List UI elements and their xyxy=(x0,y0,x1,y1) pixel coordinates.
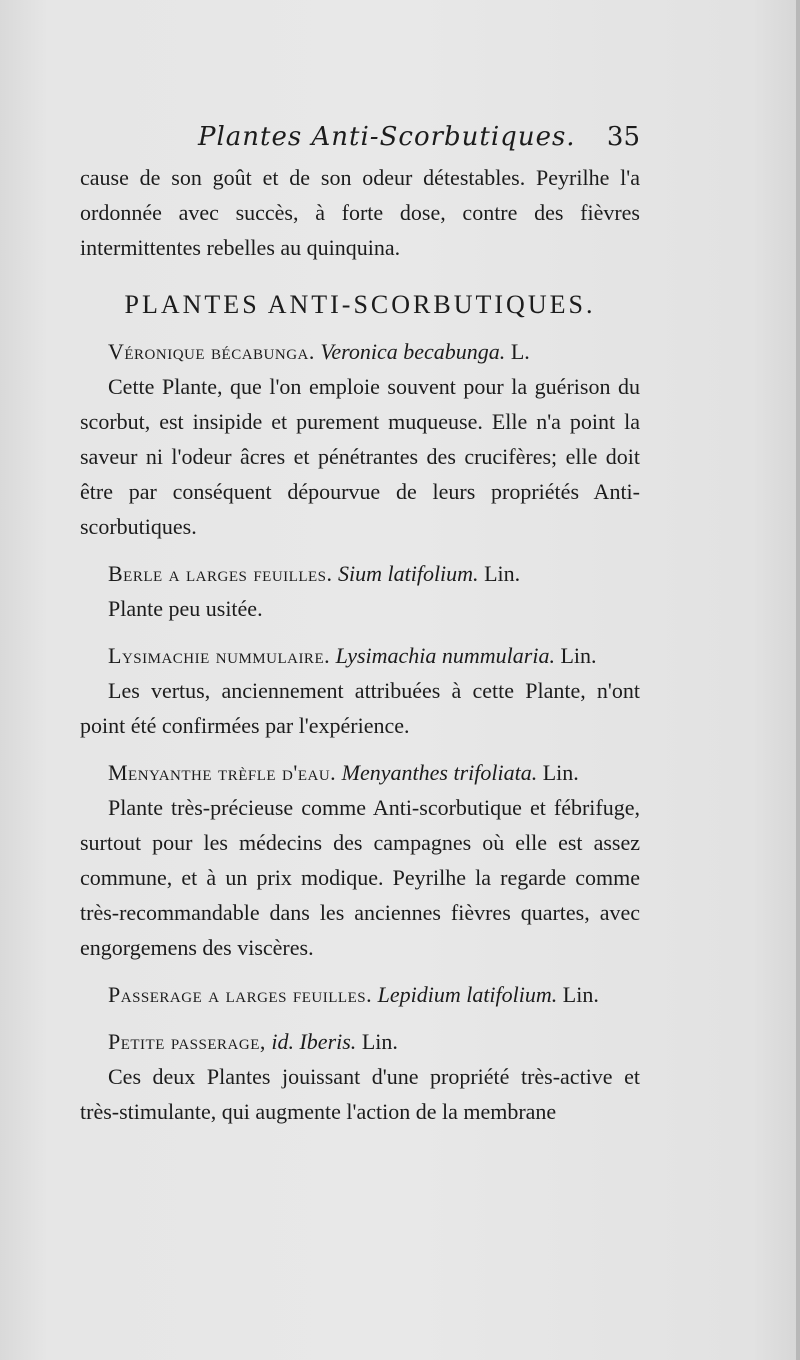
entry-name: Petite passerage, xyxy=(108,1029,266,1054)
entry-author: Lin. xyxy=(484,561,521,586)
entry-menyanthe-title xyxy=(80,755,640,790)
entry-author: Lin. xyxy=(560,643,597,668)
entry-petite-passerage-text: Ces deux Plantes jouissant d'une propriété très-active et très-stimulante, qui augmente l'action de la membrane xyxy=(80,1064,640,1124)
running-head-title: Plantes Anti-Scorbutiques. xyxy=(198,122,576,152)
entry-lysimachie-title xyxy=(80,638,640,673)
entry-name: Berle a larges feuilles. xyxy=(108,561,333,586)
entry-name: Passerage a larges feuilles. xyxy=(108,982,373,1007)
entry-latin: Sium latifolium. xyxy=(338,561,479,586)
entry-latin: Menyanthes trifoliata. xyxy=(341,760,538,785)
page-number: 35 xyxy=(606,122,640,152)
entry-veronique-text: Cette Plante, que l'on emploie souvent pour la guérison du scorbut, est insipide et purement muqueuse. Elle n'a point la saveur ni l'odeur âcres et pénétrantes des crucifères; elle doit être par conséquent dépourvue de leurs propriétés Anti-scorbutiques. xyxy=(80,374,640,539)
entry-name: Véronique bécabunga. xyxy=(108,339,315,364)
entry-passerage-title xyxy=(80,977,640,1012)
entry-author: L. xyxy=(510,339,530,364)
entry-lysimachie-text: Les vertus, anciennement attribuées à cette Plante, n'ont point été confirmées par l'expérience. xyxy=(80,678,640,738)
entry-berle-text: Plante peu usitée. xyxy=(108,596,263,621)
entry-author: Lin. xyxy=(361,1029,398,1054)
entry-latin: id. Iberis. xyxy=(271,1029,357,1054)
page-edge xyxy=(796,0,800,1360)
entry-menyanthe-text: Plante très-précieuse comme Anti-scorbutique et fébrifuge, surtout pour les médecins des campagnes où elle est assez commune, et à un prix modique. Peyrilhe la regarde comme très-recommandable dans les anciennes fièvres quartes, avec engorgemens des viscères. xyxy=(80,795,640,960)
section-heading: PLANTES ANTI-SCORBUTIQUES. xyxy=(124,290,596,319)
entry-name: Menyanthe trèfle d'eau. xyxy=(108,760,337,785)
entry-veronique-title xyxy=(80,334,640,369)
entry-latin: Lysimachia nummularia. xyxy=(335,643,555,668)
entry-petite-passerage-title xyxy=(80,1024,640,1059)
entry-author: Lin. xyxy=(562,982,599,1007)
entry-name: Lysimachie nummulaire. xyxy=(108,643,331,668)
entry-latin: Veronica becabunga. xyxy=(320,339,506,364)
entry-berle-title xyxy=(80,556,640,591)
running-head xyxy=(80,122,640,158)
page-body xyxy=(80,160,640,1129)
entry-author: Lin. xyxy=(542,760,579,785)
intro-paragraph: cause de son goût et de son odeur détestables. Peyrilhe l'a ordonnée avec succès, à forte dose, contre des fièvres intermittentes rebelles au quinquina. xyxy=(80,165,640,260)
entry-latin: Lepidium latifolium. xyxy=(377,982,558,1007)
